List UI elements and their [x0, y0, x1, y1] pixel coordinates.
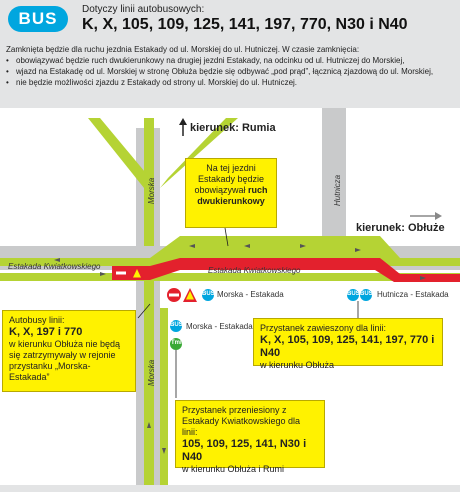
stop-hutnicza: Hutnicza - Estakada: [377, 290, 449, 299]
box-moved-stop: [175, 400, 325, 474]
stop-morska-upper: Morska - Estakada: [217, 290, 284, 299]
box-not-stopping-lines: K, X, 197 i 770: [9, 326, 83, 338]
box-not-stopping: [2, 310, 136, 392]
box-not-stopping-text: w kierunku Obłuża nie będą się zatrzymywały w rejonie przystanku „Morska-Estakada”: [9, 339, 121, 382]
box-suspended-stop: [253, 318, 443, 370]
stop-morska-lower: Morska - Estakada: [186, 322, 253, 331]
street-morska-bottom: Morska: [147, 359, 156, 386]
box-two-way-traffic: [185, 158, 277, 228]
bus-icon-label: BUS: [360, 291, 373, 297]
direction-rumia: kierunek: Rumia: [190, 122, 276, 134]
box-suspended-text: w kierunku Obłuża: [260, 360, 335, 370]
street-kwiatkowskiego-left: Estakada Kwiatkowskiego: [8, 262, 101, 271]
box-two-way-text: Na tej jezdni Estakady będzie obowiązywał: [194, 163, 265, 195]
box-two-way-bold: ruch dwukierunkowy: [197, 185, 268, 206]
footer-bar: [0, 485, 460, 492]
header-panel: [0, 0, 460, 108]
header-intro: Dotyczy linii autobusowych:: [82, 4, 205, 15]
closure-bullet: • wjazd na Estakadę od ul. Morskiej w stronę Obłuża będzie się odbywać „pod prąd”, łącznicą zjazdową do ul. Morskiej,: [16, 66, 456, 77]
box-suspended-lines: K, X, 105, 109, 125, 141, 197, 770 i N40: [260, 334, 435, 359]
arrow-up-icon: [179, 118, 187, 125]
street-hutnicza: Hutnicza: [333, 174, 342, 206]
box-moved-intro: Przystanek przeniesiony z Estakady Kwiatkowskiego dla linii:: [182, 405, 301, 437]
closure-bullets: [6, 55, 456, 88]
road-hutnicza-grey: [322, 108, 346, 238]
road-morska-green-2: [160, 308, 168, 485]
closure-bullet: • nie będzie możliwości zjazdu z Estakady od strony ul. Morskiej do ul. Hutniczej.: [16, 77, 456, 88]
arrow-right-icon: [435, 212, 442, 220]
street-morska-top: Morska: [147, 177, 156, 204]
box-moved-text: w kierunku Obłuża i Rumi: [182, 464, 285, 474]
box-not-stopping-intro: Autobusy linii:: [9, 315, 65, 325]
bus-icon-label: BUS: [347, 291, 360, 297]
bus-icon-label: BUS: [202, 291, 215, 297]
bus-icon-label: BUS: [170, 322, 183, 328]
closure-info: [6, 44, 456, 88]
street-kwiatkowskiego-mid: Estakada Kwiatkowskiego: [208, 266, 301, 275]
header-lines: K, X, 105, 109, 125, 141, 197, 770, N30 i N40: [82, 16, 408, 33]
closure-text: Zamknięta będzie dla ruchu jezdnia Estakady od ul. Morskiej do ul. Hutniczej. W czasie zamknięcia:: [6, 45, 360, 54]
bus-badge: BUS: [8, 6, 68, 32]
direction-obluze: kierunek: Obłuże: [356, 222, 445, 234]
closure-bullet: • obowiązywać będzie ruch dwukierunkowy na drugiej jezdni Estakady, na odcinku od ul. Hutniczej do Morskiej,: [16, 55, 456, 66]
box-moved-lines: 105, 109, 125, 141, N30 i N40: [182, 438, 307, 463]
tram-icon-label: Tml: [171, 340, 182, 346]
header-lines-box: [82, 4, 452, 32]
box-suspended-intro: Przystanek zawieszony dla linii:: [260, 323, 387, 333]
